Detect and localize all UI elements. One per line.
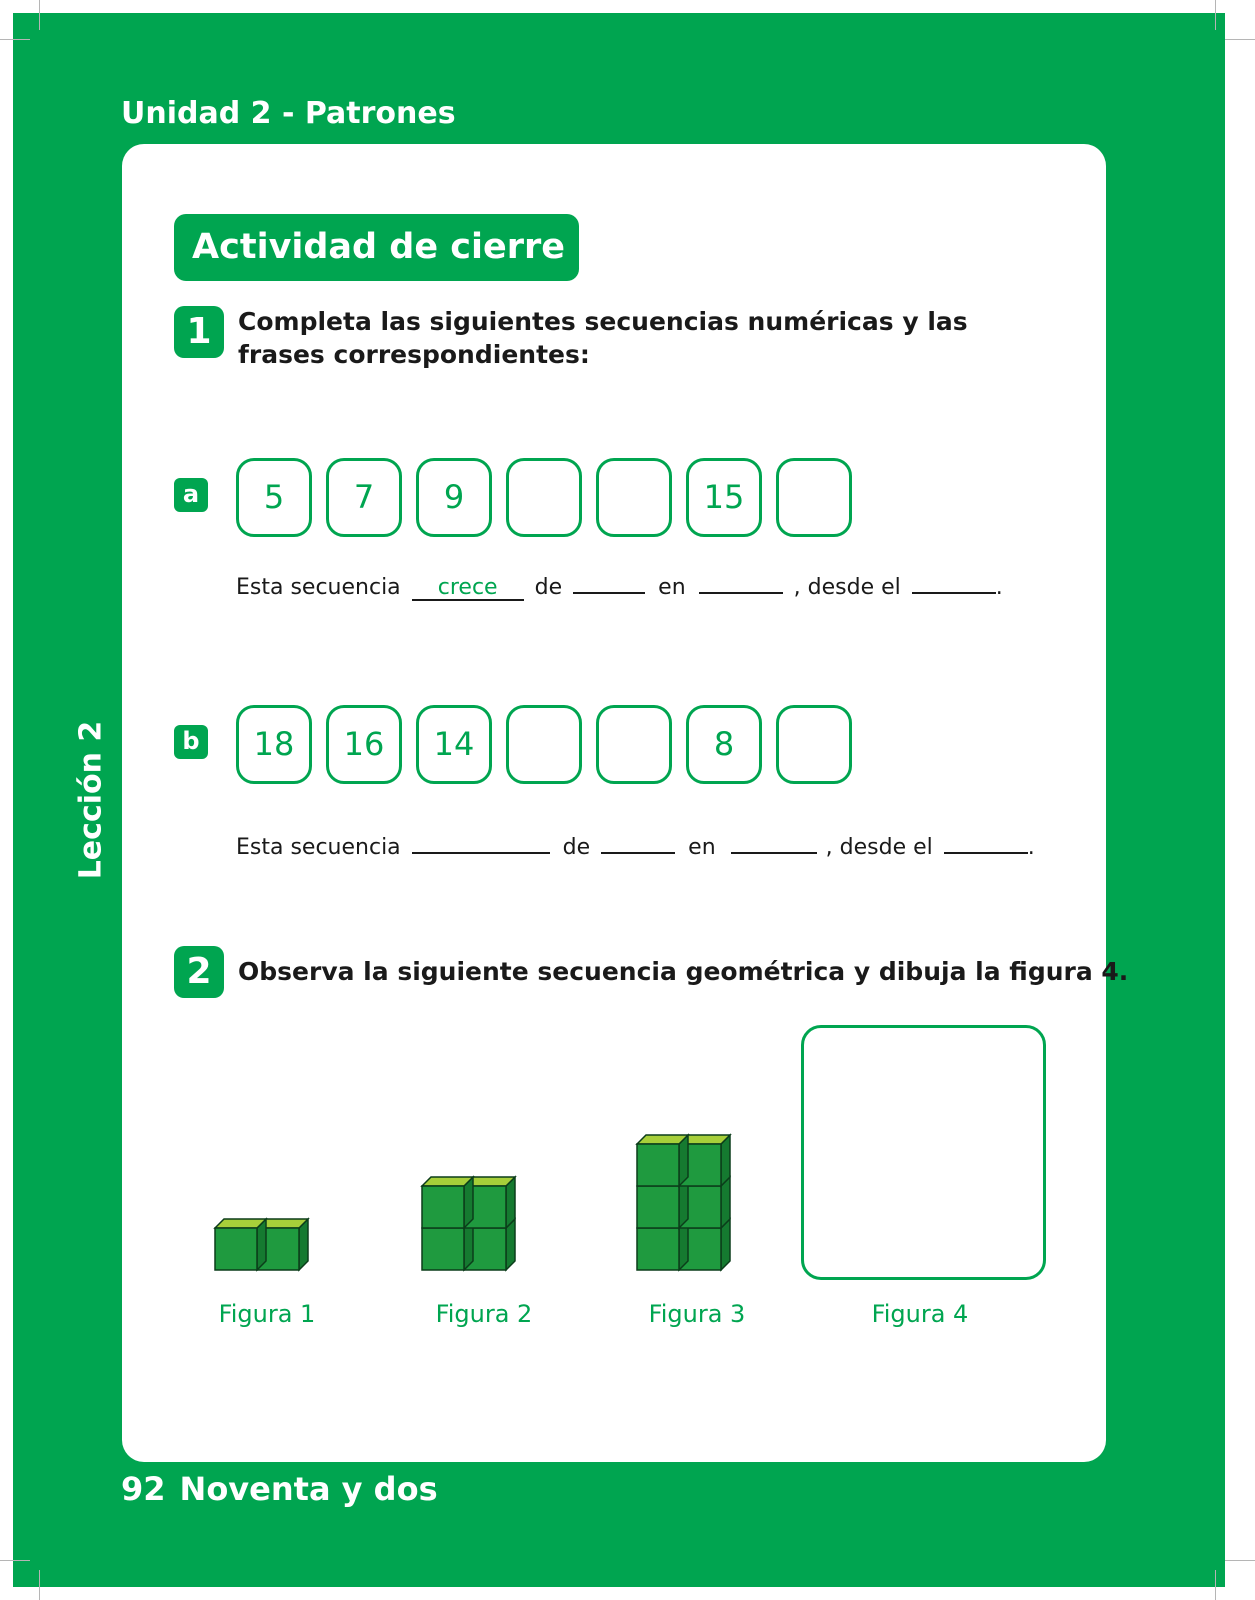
sentence-word-en: en xyxy=(688,835,716,860)
sequence-blank-box[interactable] xyxy=(506,705,582,784)
sentence-word-en: en xyxy=(658,575,686,600)
figure-4-label: Figura 4 xyxy=(871,1300,969,1328)
sentence-blank[interactable] xyxy=(412,828,550,854)
sentence-word-desde: , desde el xyxy=(825,835,933,860)
sequence-box: 7 xyxy=(326,458,402,537)
cube xyxy=(422,1177,473,1228)
sequence-box: 16 xyxy=(326,705,402,784)
sequence-box: 8 xyxy=(686,705,762,784)
cube-figures xyxy=(200,1020,760,1290)
sequence-b-badge: b xyxy=(174,725,208,759)
figure-1-cubes xyxy=(215,1219,308,1270)
sequence-b-boxes xyxy=(236,705,852,784)
crop-mark xyxy=(0,1560,30,1561)
sentence-word-de: de xyxy=(562,835,591,860)
activity-title: Actividad de cierre xyxy=(174,214,579,281)
sentence-prefix: Esta secuencia xyxy=(236,575,401,600)
page-footer xyxy=(121,1470,438,1508)
figure-3-cubes xyxy=(637,1135,730,1270)
figure-2-label: Figura 2 xyxy=(435,1300,533,1328)
figure-4-drawing-area[interactable] xyxy=(801,1025,1046,1280)
sentence-blank[interactable] xyxy=(912,568,996,594)
sentence-blank[interactable] xyxy=(699,568,783,594)
figure-3-label: Figura 3 xyxy=(648,1300,746,1328)
page-number-words: Noventa y dos xyxy=(179,1470,438,1508)
question-2-text: Observa la siguiente secuencia geométrica y dibuja la figura 4. xyxy=(238,957,1129,986)
sentence-period: . xyxy=(1027,835,1035,860)
sequence-b-sentence xyxy=(236,828,1035,860)
question-1-text: Completa las siguientes secuencias numéricas y las frases correspondientes: xyxy=(238,307,968,369)
question-1-badge: 1 xyxy=(174,306,224,358)
sequence-box: 15 xyxy=(686,458,762,537)
page-number: 92 xyxy=(121,1470,166,1508)
sentence-blank[interactable] xyxy=(944,828,1028,854)
cube xyxy=(215,1219,266,1270)
sequence-blank-box[interactable] xyxy=(506,458,582,537)
sequence-blank-box[interactable] xyxy=(596,705,672,784)
sequence-blank-box[interactable] xyxy=(596,458,672,537)
sentence-blank[interactable] xyxy=(573,568,645,594)
sequence-a-sentence xyxy=(236,568,1003,601)
crop-mark xyxy=(39,0,40,30)
sequence-box: 14 xyxy=(416,705,492,784)
sentence-period: . xyxy=(995,575,1003,600)
sequence-blank-box[interactable] xyxy=(776,705,852,784)
unit-title: Unidad 2 - Patrones xyxy=(121,96,456,131)
figure-2-cubes xyxy=(422,1177,515,1270)
cube xyxy=(637,1135,688,1186)
sentence-word-desde: , desde el xyxy=(793,575,901,600)
sequence-blank-box[interactable] xyxy=(776,458,852,537)
crop-mark xyxy=(1225,39,1255,40)
crop-mark xyxy=(1215,1570,1216,1600)
figure-1-label: Figura 1 xyxy=(218,1300,316,1328)
sentence-blank-filled[interactable]: crece xyxy=(412,575,524,601)
question-2-badge: 2 xyxy=(174,946,224,998)
sequence-a-boxes xyxy=(236,458,852,537)
lesson-side-label: Lección 2 xyxy=(73,720,109,880)
crop-mark xyxy=(1225,1560,1255,1561)
sentence-prefix: Esta secuencia xyxy=(236,835,401,860)
sequence-box: 5 xyxy=(236,458,312,537)
crop-mark xyxy=(1215,0,1216,30)
sequence-a-badge: a xyxy=(174,478,208,512)
sequence-box: 18 xyxy=(236,705,312,784)
crop-mark xyxy=(39,1570,40,1600)
sentence-blank[interactable] xyxy=(731,828,817,854)
crop-mark xyxy=(0,39,30,40)
sentence-blank[interactable] xyxy=(601,828,675,854)
sentence-word-de: de xyxy=(534,575,563,600)
sequence-box: 9 xyxy=(416,458,492,537)
